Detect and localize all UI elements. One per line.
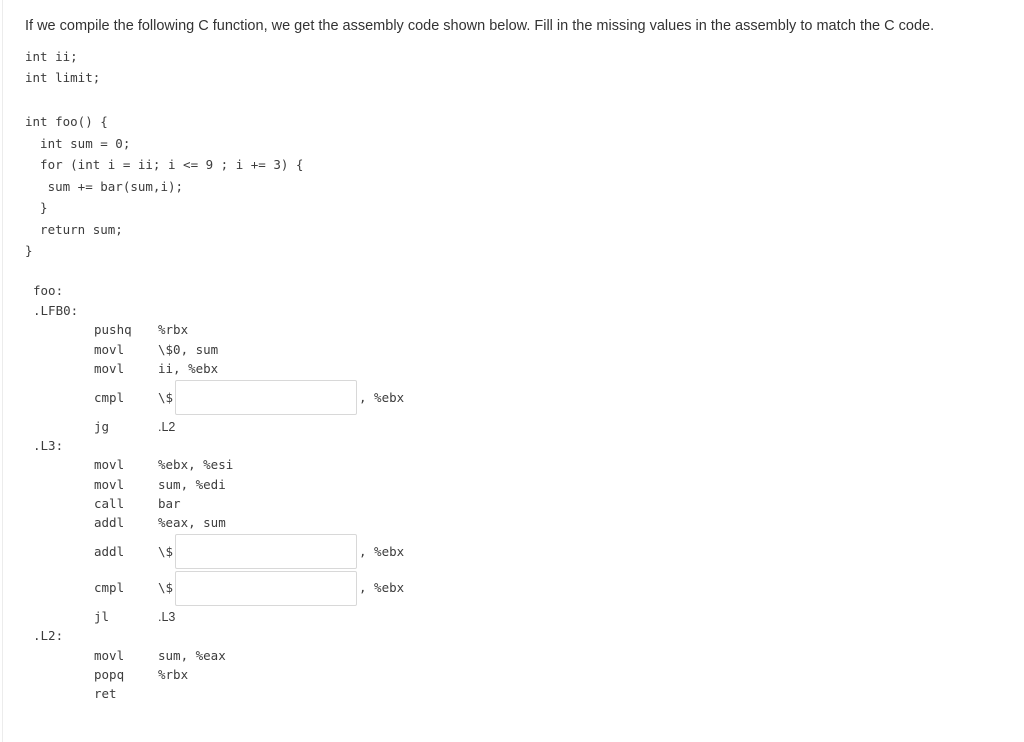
asm-arg: %rbx [158,667,189,682]
asm-arg: .L2 [158,420,176,434]
asm-arg-suffix: , %ebx [359,390,405,405]
asm-arg: ii, %ebx [158,361,219,376]
asm-op: movl [94,457,125,472]
asm-op: movl [94,648,125,663]
asm-op: ret [94,686,117,701]
asm-arg: \$0, sum [158,342,219,357]
c-code-line: int sum = 0; [25,136,131,151]
c-code-line: int ii; [25,49,78,64]
blank-input-2[interactable] [175,534,357,569]
c-code-line: } [25,200,48,215]
asm-op: jg [94,419,110,434]
asm-arg: .L3 [158,610,176,624]
asm-op: popq [94,667,125,682]
asm-arg-suffix: , %ebx [359,580,405,595]
c-code-line: } [25,243,33,258]
asm-op: movl [94,477,125,492]
asm-arg: sum, %edi [158,477,226,492]
blank-input-3[interactable] [175,571,357,606]
question-page [2,0,1022,742]
asm-op: addl [94,544,125,559]
c-code-line: sum += bar(sum,i); [25,179,184,194]
question-text: If we compile the following C function, we get the assembly code shown below. Fill in the missing values in the assembly to match the C code. [25,18,935,34]
asm-op: addl [94,515,125,530]
asm-arg: bar [158,496,181,511]
asm-arg: %ebx, %esi [158,457,234,472]
asm-arg: %rbx [158,322,189,337]
asm-op: jl [94,609,110,624]
asm-arg: \$ [158,390,174,405]
c-code-line: int limit; [25,70,101,85]
asm-arg-suffix: , %ebx [359,544,405,559]
c-code-line: for (int i = ii; i <= 9 ; i += 3) { [25,157,304,172]
asm-arg: %eax, sum [158,515,226,530]
asm-op: movl [94,342,125,357]
asm-op: cmpl [94,580,125,595]
asm-op: movl [94,361,125,376]
asm-op: call [94,496,125,511]
asm-label-lfb0: .LFB0: [33,303,79,318]
asm-label-foo: foo: [33,283,64,298]
c-code-line: return sum; [25,222,123,237]
asm-op: pushq [94,322,132,337]
asm-arg: \$ [158,580,174,595]
blank-input-1[interactable] [175,380,357,415]
asm-arg: \$ [158,544,174,559]
asm-arg: sum, %eax [158,648,226,663]
asm-op: cmpl [94,390,125,405]
c-code-line: int foo() { [25,114,108,129]
asm-label-l3: .L3: [33,438,64,453]
asm-label-l2: .L2: [33,628,64,643]
